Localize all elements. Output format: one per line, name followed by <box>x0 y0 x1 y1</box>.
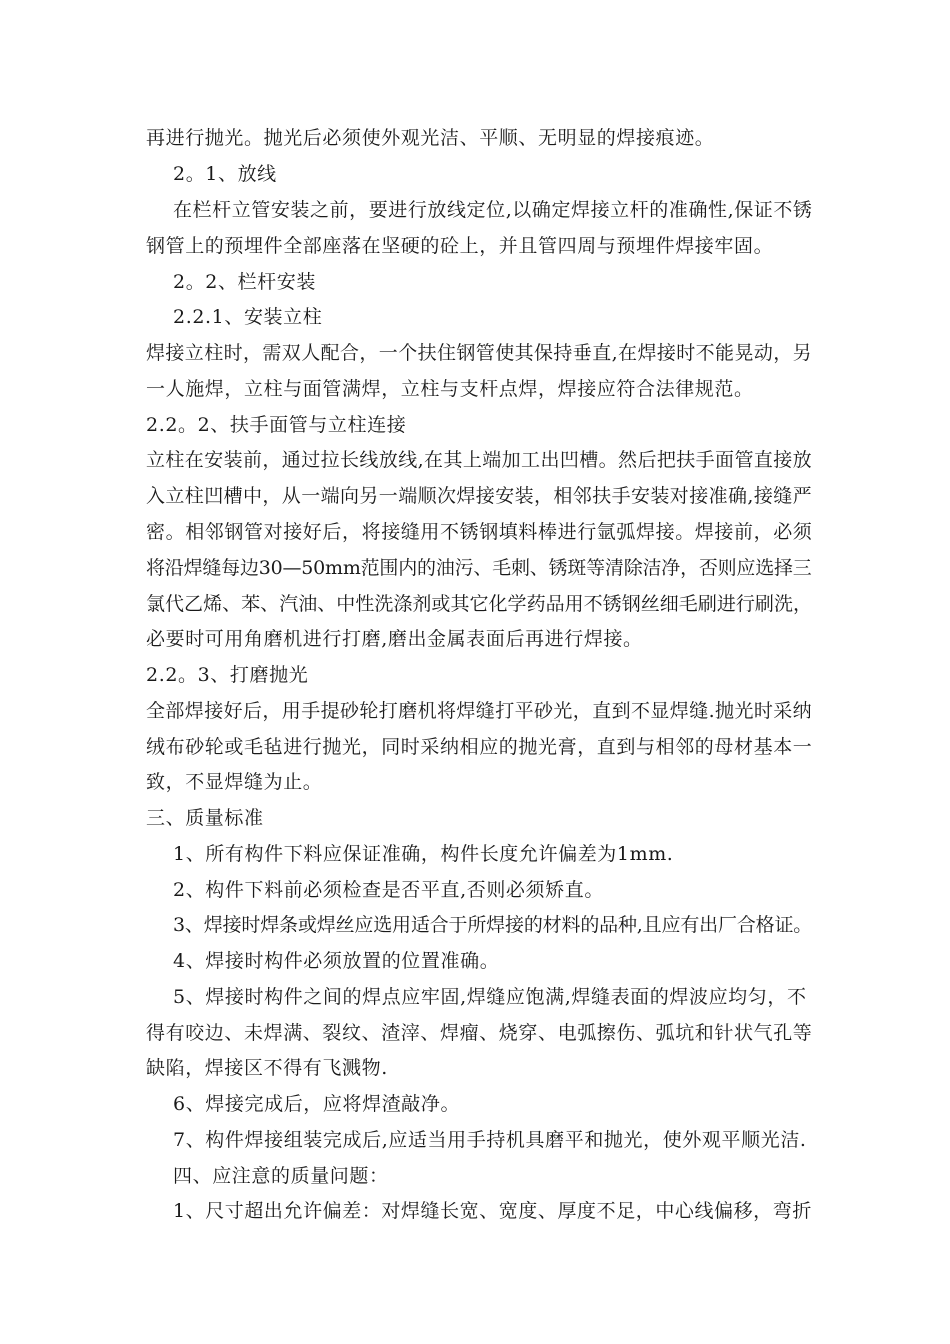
text-line-11: 入立柱凹槽中，从一端向另一端顺次焊接安装，相邻扶手安装对接准确,接缝严 <box>146 485 813 507</box>
section-heading-2-2-3: 2.2。3、打磨抛光 <box>146 664 309 686</box>
text-line-12: 密。相邻钢管对接好后，将接缝用不锈钢填料棒进行氩弧焊接。焊接前，必须 <box>146 521 813 543</box>
section-heading-4: 四、应注意的质量问题： <box>173 1165 389 1187</box>
text-line-3: 在栏杆立管安装之前，要进行放线定位,以确定焊接立杆的准确性,保证不锈 <box>173 199 813 221</box>
text-line-14: 氯代乙烯、苯、汽油、中性洗涤剂或其它化学药品用不锈钢丝细毛刷进行刷洗， <box>146 593 813 615</box>
text-line-4: 钢管上的预埋件全部座落在坚硬的砼上，并且管四周与预埋件焊接牢固。 <box>146 235 774 257</box>
text-line-19: 致，不显焊缝为止。 <box>146 771 323 793</box>
text-line-15: 必要时可用角磨机进行打磨,磨出金属表面后再进行焊接。 <box>146 628 643 650</box>
quality-item-1: 1、所有构件下料应保证准确，构件长度允许偏差为1mm. <box>173 843 674 865</box>
quality-item-3: 3、焊接时焊条或焊丝应选用适合于所焊接的材料的品种,且应有出厂合格证。 <box>173 914 813 936</box>
section-heading-2-1: 2。1、放线 <box>173 163 277 185</box>
section-heading-2-2-2: 2.2。2、扶手面管与立柱连接 <box>146 414 407 436</box>
text-line-13: 将沿焊缝每边30—50mm范围内的油污、毛刺、锈斑等清除洁净，否则应选择三 <box>146 557 812 579</box>
issue-item-1: 1、尺寸超出允许偏差：对焊缝长宽、宽度、厚度不足，中心线偏移，弯折 <box>173 1200 812 1222</box>
text-line-27: 缺陷，焊接区不得有飞溅物. <box>146 1057 388 1079</box>
text-line-17: 全部焊接好后，用手提砂轮打磨机将焊缝打平砂光，直到不显焊缝.抛光时采纳 <box>146 700 813 722</box>
quality-item-4: 4、焊接时构件必须放置的位置准确。 <box>173 950 500 972</box>
text-line-10: 立柱在安装前，通过拉长线放线,在其上端加工出凹槽。然后把扶手面管直接放 <box>146 449 813 471</box>
quality-item-5: 5、焊接时构件之间的焊点应牢固,焊缝应饱满,焊缝表面的焊波应均匀，不 <box>173 986 807 1008</box>
text-line-8: 一人施焊，立柱与面管满焊，立柱与支杆点焊，焊接应符合法律规范。 <box>146 378 754 400</box>
text-line-1: 再进行抛光。抛光后必须使外观光洁、平顺、无明显的焊接痕迹。 <box>146 127 715 149</box>
quality-item-2: 2、构件下料前必须检查是否平直,否则必须矫直。 <box>173 879 604 901</box>
section-heading-3: 三、质量标准 <box>146 807 264 829</box>
quality-item-6: 6、焊接完成后，应将焊渣敲净。 <box>173 1093 461 1115</box>
text-line-7: 焊接立柱时，需双人配合，一个扶住钢管使其保持垂直,在焊接时不能晃动，另 <box>146 342 813 364</box>
section-heading-2-2-1: 2.2.1、安装立柱 <box>173 306 323 328</box>
section-heading-2-2: 2。2、栏杆安装 <box>173 271 316 293</box>
text-line-18: 绒布砂轮或毛毡进行抛光，同时采纳相应的抛光膏，直到与相邻的母材基本一 <box>146 736 813 758</box>
text-line-26: 得有咬边、未焊满、裂纹、渣滓、焊瘤、烧穿、电弧擦伤、弧坑和针状气孔等 <box>146 1022 813 1044</box>
quality-item-7: 7、构件焊接组装完成后,应适当用手持机具磨平和抛光，使外观平顺光洁. <box>173 1129 807 1151</box>
